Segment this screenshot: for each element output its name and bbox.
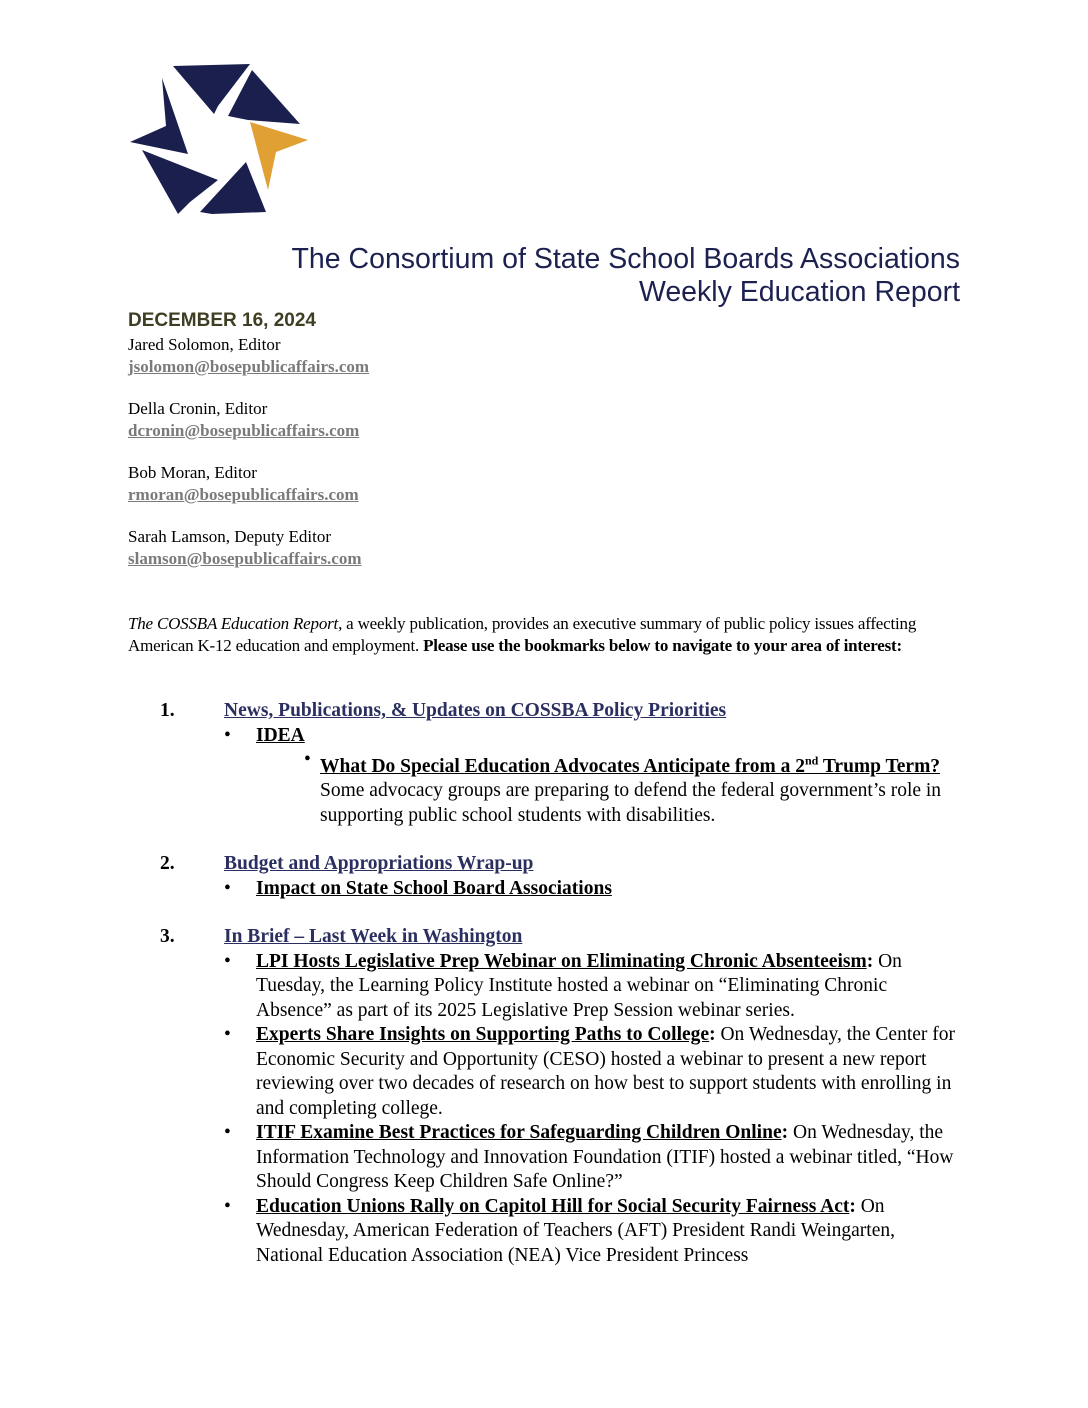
section-number: 1. bbox=[160, 700, 175, 721]
editor-name: Jared Solomon, Editor bbox=[128, 335, 281, 354]
section-number: 3. bbox=[160, 926, 175, 947]
editor-name: Sarah Lamson, Deputy Editor bbox=[128, 527, 332, 546]
intro-bold-instruction: Please use the bookmarks below to navigate to your area of interest: bbox=[423, 636, 902, 655]
editor-email-link[interactable]: rmoran@bosepublicaffairs.com bbox=[128, 485, 359, 504]
editor-email-link[interactable]: slamson@bosepublicaffairs.com bbox=[128, 549, 362, 568]
section-link-in-brief[interactable]: In Brief – Last Week in Washington bbox=[224, 926, 523, 947]
publication-name: The COSSBA Education Report bbox=[128, 614, 339, 633]
intro-paragraph bbox=[128, 613, 958, 657]
editor-name: Bob Moran, Editor bbox=[128, 463, 257, 482]
section-link-budget-appropriations[interactable]: Budget and Appropriations Wrap-up bbox=[224, 853, 534, 874]
item-summary: On Wednesday, American Federation of Teachers (AFT) President Randi Weingarten, National Education Association (NEA) Vice President Princess bbox=[256, 1195, 895, 1266]
item-summary: On Wednesday, the Center for Economic Security and Opportunity (CESO) hosted a webinar to present a new report reviewing over two decades of research on how best to support students with enrolling in and completing college. bbox=[256, 1024, 955, 1119]
list-item: • Experts Share Insights on Supporting Paths to College: On Wednesday, the Center for Economic Security and Opportunity (CESO) hosted a webinar to present a new report reviewing over two decades of research on how best to support students with enrolling in and completing college. bbox=[224, 1023, 958, 1121]
title-line-2: Weekly Education Report bbox=[638, 276, 960, 308]
toc-section-3 bbox=[128, 925, 958, 1268]
link-text[interactable]: What Do Special Education Advocates Anticipate from a 2 bbox=[320, 755, 805, 777]
list-item bbox=[224, 748, 958, 828]
impact-state-boards-link[interactable]: Impact on State School Board Associations bbox=[256, 877, 612, 899]
section-link-news-publications[interactable]: News, Publications, & Updates on COSSBA Policy Priorities bbox=[224, 700, 727, 721]
intro-text: , a weekly publication, provides an executive summary of public policy issues affecting American K-12 education and employment. bbox=[128, 614, 917, 655]
education-unions-rally-link[interactable]: Education Unions Rally on Capitol Hill for Social Security Fairness Act bbox=[256, 1195, 850, 1217]
list-item: • Education Unions Rally on Capitol Hill for Social Security Fairness Act: On Wednesday, American Federation of Teachers (AFT) President Randi Weingarten, National Education Association (NEA) Vice President Princess bbox=[224, 1195, 958, 1269]
list-item bbox=[224, 724, 958, 749]
cossba-star-logo bbox=[128, 62, 312, 222]
editor-email-link[interactable]: jsolomon@bosepublicaffairs.com bbox=[128, 357, 370, 376]
report-date: DECEMBER 16, 2024 bbox=[128, 310, 316, 331]
item-summary: On Tuesday, the Learning Policy Institute hosted a webinar on “Eliminating Chronic Absence” as part of its 2025 Legislative Prep Session webinar series. bbox=[256, 950, 902, 1021]
idea-link[interactable]: IDEA bbox=[256, 724, 305, 746]
lpi-webinar-link[interactable]: LPI Hosts Legislative Prep Webinar on Eliminating Chronic Absenteeism bbox=[256, 950, 867, 972]
editor-list bbox=[128, 334, 369, 590]
special-education-article-link bbox=[320, 753, 941, 777]
table-of-contents bbox=[128, 699, 958, 1268]
section-number: 2. bbox=[160, 853, 175, 874]
list-item: • ITIF Examine Best Practices for Safeguarding Children Online: On Wednesday, the Information Technology and Innovation Foundation (ITIF) hosted a webinar titled, “How Should Congress Keep Children Safe Online?” bbox=[224, 1121, 958, 1195]
editor-entry bbox=[128, 526, 369, 570]
editor-email-link[interactable]: dcronin@bosepublicaffairs.com bbox=[128, 421, 360, 440]
title-line-1: The Consortium of State School Boards Associations bbox=[291, 243, 960, 275]
editor-entry bbox=[128, 334, 369, 378]
paths-to-college-link[interactable]: Experts Share Insights on Supporting Paths to College bbox=[256, 1024, 710, 1045]
list-item: • LPI Hosts Legislative Prep Webinar on Eliminating Chronic Absenteeism: On Tuesday, the Learning Policy Institute hosted a webinar on “Eliminating Chronic Absence” as part of its 2025 Legislative Prep Session webinar series. bbox=[224, 950, 958, 1024]
itif-children-online-link[interactable]: ITIF Examine Best Practices for Safeguarding Children Online bbox=[256, 1122, 782, 1143]
toc-section-2 bbox=[128, 852, 958, 901]
editor-entry bbox=[128, 462, 369, 506]
item-summary: Some advocacy groups are preparing to defend the federal government’s role in supporting public school students with disabilities. bbox=[320, 780, 942, 826]
item-summary: On Wednesday, the Information Technology and Innovation Foundation (ITIF) hosted a webinar titled, “How Should Congress Keep Children Safe Online?” bbox=[256, 1122, 954, 1192]
list-item bbox=[224, 877, 958, 902]
editor-entry bbox=[128, 398, 369, 442]
report-title bbox=[291, 243, 960, 309]
editor-name: Della Cronin, Editor bbox=[128, 399, 268, 418]
toc-section-1 bbox=[128, 699, 958, 828]
link-text[interactable]: Trump Term? bbox=[818, 755, 941, 777]
superscript: nd bbox=[804, 753, 819, 767]
